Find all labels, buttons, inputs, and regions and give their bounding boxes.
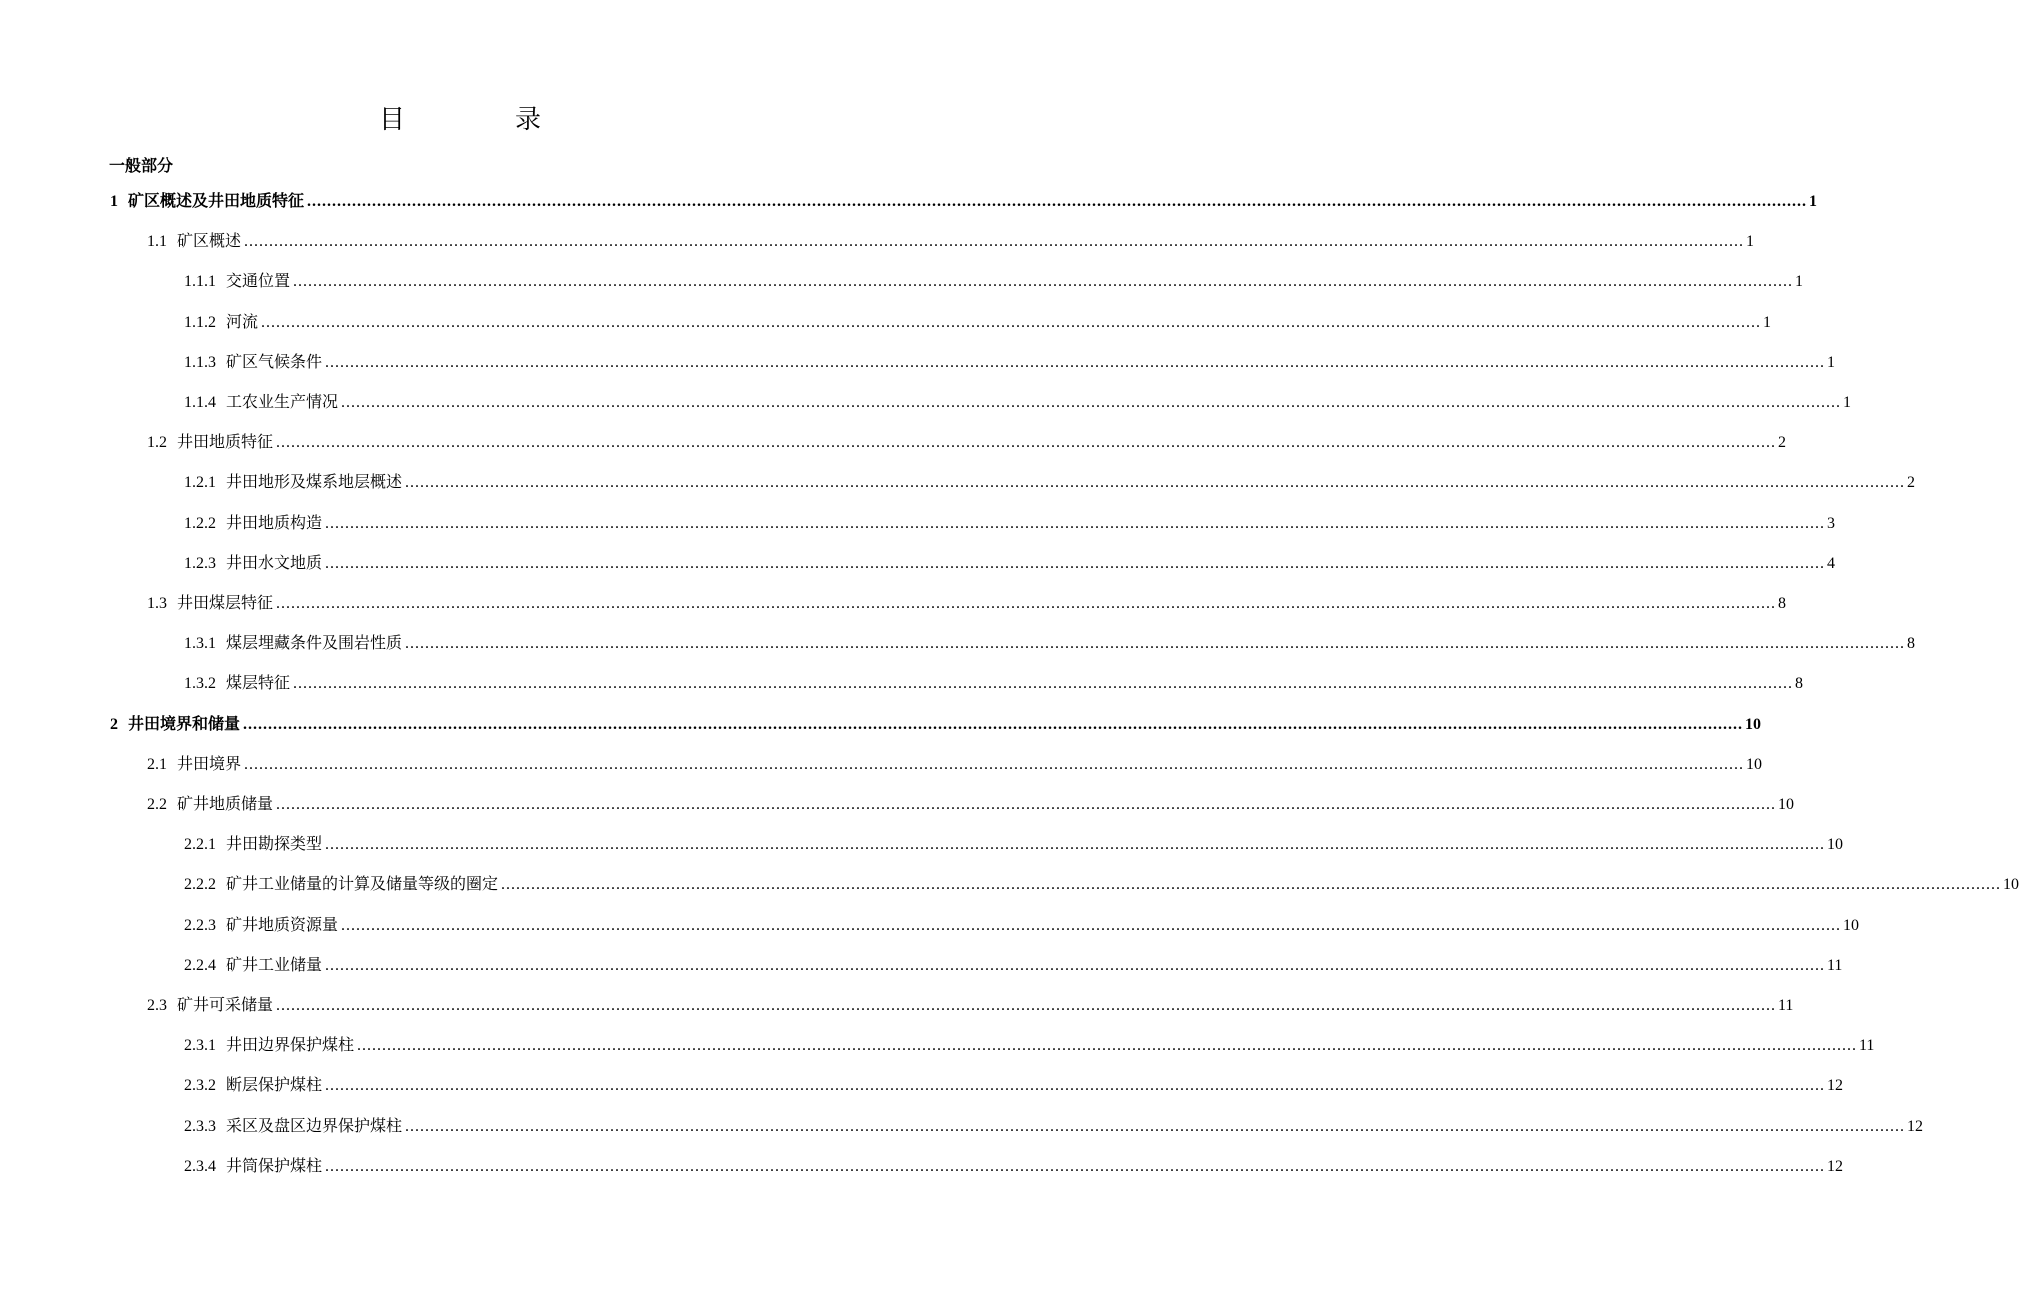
toc-entry-page-number: 1 [1763, 313, 1772, 331]
toc-entry[interactable] [184, 672, 1804, 696]
toc-entry-number: 1.1.2 [184, 313, 216, 331]
toc-entry[interactable] [184, 351, 1836, 375]
toc-entry-page-number: 8 [1907, 635, 1916, 653]
toc-entry-title: 井田地质特征 [177, 434, 274, 452]
toc-entry-page-number: 1 [1795, 273, 1804, 291]
toc-entry-page-number: 11 [1778, 997, 1794, 1014]
toc-entry-title: 井筒保护煤柱 [226, 1157, 323, 1175]
toc-dot-leader: ............................................................................................................................................................................................................................................................................................................ [244, 233, 1745, 251]
toc-entry-page-number: 12 [1827, 1157, 1844, 1175]
toc-dot-leader: ............................................................................................................................................................................................................................................................................................................ [261, 313, 1762, 331]
toc-entry-title: 矿区概述及井田地质特征 [128, 193, 305, 210]
toc-entry-number: 1.2.2 [184, 514, 216, 532]
toc-entry-number: 1.2.1 [184, 474, 216, 492]
toc-entry-page-number: 3 [1827, 514, 1836, 532]
toc-entry-title: 矿区气候条件 [226, 353, 323, 371]
toc-entry-page-number: 12 [1907, 1117, 1924, 1135]
toc-section-heading: 一般部分 [109, 158, 174, 175]
toc-entry-title: 煤层特征 [226, 675, 291, 693]
toc-entry[interactable] [184, 311, 1772, 335]
toc-entry-title: 河流 [226, 313, 259, 331]
toc-entry-number: 1.2.3 [184, 554, 216, 572]
toc-entry-number: 2.3 [147, 997, 167, 1014]
toc-entry-number: 2.3.4 [184, 1157, 216, 1175]
toc-entry-title: 井田边界保护煤柱 [226, 1037, 355, 1055]
toc-entry-page-number: 10 [1746, 755, 1763, 773]
toc-entry-number: 2.2.2 [184, 876, 216, 894]
toc-dot-leader: ............................................................................................................................................................................................................................................................................................................ [501, 876, 2002, 894]
toc-dot-leader: ............................................................................................................................................................................................................................................................................................................ [307, 193, 1808, 210]
toc-entry[interactable] [147, 994, 1794, 1018]
toc-dot-leader: ............................................................................................................................................................................................................................................................................................................ [325, 956, 1826, 974]
toc-dot-leader: ............................................................................................................................................................................................................................................................................................................ [244, 755, 1745, 773]
toc-dot-leader: ............................................................................................................................................................................................................................................................................................................ [325, 554, 1826, 572]
toc-entry[interactable] [184, 1155, 1844, 1179]
toc-entry-page-number: 1 [1827, 353, 1836, 371]
toc-entry-title: 矿区概述 [177, 233, 242, 251]
toc-entry[interactable] [184, 512, 1836, 536]
toc-entry-title: 井田勘探类型 [226, 836, 323, 854]
toc-dot-leader: ............................................................................................................................................................................................................................................................................................................ [325, 1077, 1826, 1095]
toc-entry-page-number: 4 [1827, 554, 1836, 572]
toc-entry[interactable] [147, 793, 1795, 817]
toc-entry-title: 矿井可采储量 [177, 997, 274, 1014]
toc-entry-number: 1.3.1 [184, 635, 216, 653]
toc-entry-number: 1.3.2 [184, 675, 216, 693]
toc-dot-leader: ............................................................................................................................................................................................................................................................................................................ [325, 514, 1826, 532]
toc-entry[interactable] [184, 833, 1844, 857]
toc-entry[interactable] [184, 391, 1852, 415]
toc-entry[interactable] [184, 954, 1843, 978]
toc-entry-number: 1.1.1 [184, 273, 216, 291]
toc-entry-page-number: 8 [1778, 595, 1787, 612]
toc-entry-page-number: 1 [1843, 394, 1852, 411]
toc-entry[interactable] [147, 592, 1787, 616]
toc-entry-page-number: 11 [1859, 1037, 1875, 1055]
toc-entry-number: 1.2 [147, 434, 167, 452]
toc-entry[interactable] [184, 873, 2019, 897]
toc-entry-number: 2 [110, 715, 118, 733]
toc-entry[interactable] [184, 471, 1916, 495]
toc-entry-title: 矿井工业储量 [226, 956, 323, 974]
toc-dot-leader: ............................................................................................................................................................................................................................................................................................................ [276, 595, 1777, 612]
toc-entry-page-number: 10 [1778, 796, 1795, 813]
toc-entry-page-number: 10 [2003, 876, 2019, 894]
toc-entry-number: 2.3.3 [184, 1117, 216, 1135]
toc-entry-title: 井田水文地质 [226, 554, 323, 572]
toc-entry-title: 采区及盘区边界保护煤柱 [226, 1117, 403, 1135]
toc-dot-leader: ............................................................................................................................................................................................................................................................................................................ [405, 1117, 1906, 1135]
toc-entry-page-number: 1 [1809, 193, 1818, 210]
toc-entry-number: 2.2 [147, 796, 167, 813]
toc-entry-number: 1.1 [147, 233, 167, 251]
toc-entry-number: 2.3.1 [184, 1037, 216, 1055]
toc-entry-number: 1 [110, 193, 118, 210]
toc-entry-title: 井田境界和储量 [128, 715, 241, 733]
toc-entry-title: 矿井工业储量的计算及储量等级的圈定 [226, 876, 499, 894]
toc-dot-leader: ............................................................................................................................................................................................................................................................................................................ [293, 273, 1794, 291]
toc-entry[interactable] [184, 632, 1916, 656]
toc-dot-leader: ............................................................................................................................................................................................................................................................................................................ [325, 353, 1826, 371]
toc-entry[interactable] [184, 552, 1836, 576]
toc-entry-number: 1.3 [147, 595, 167, 612]
toc-entry-title: 矿井地质储量 [177, 796, 274, 813]
toc-entry-page-number: 2 [1778, 434, 1787, 452]
toc-dot-leader: ............................................................................................................................................................................................................................................................................................................ [341, 916, 1842, 934]
toc-entry-page-number: 10 [1827, 836, 1844, 854]
toc-entry[interactable] [147, 230, 1755, 254]
toc-entry-page-number: 11 [1827, 956, 1843, 974]
toc-dot-leader: ............................................................................................................................................................................................................................................................................................................ [357, 1037, 1858, 1055]
toc-entry-number: 2.2.3 [184, 916, 216, 934]
toc-entry-page-number: 8 [1795, 675, 1804, 693]
toc-dot-leader: ............................................................................................................................................................................................................................................................................................................ [405, 474, 1906, 492]
toc-entry-title: 煤层埋藏条件及围岩性质 [226, 635, 403, 653]
toc-dot-leader: ............................................................................................................................................................................................................................................................................................................ [276, 796, 1777, 813]
toc-entry-page-number: 10 [1843, 916, 1860, 934]
toc-entry-page-number: 1 [1746, 233, 1755, 251]
toc-entry-title: 井田地形及煤系地层概述 [226, 474, 403, 492]
toc-entry-number: 2.2.1 [184, 836, 216, 854]
toc-dot-leader: ............................................................................................................................................................................................................................................................................................................ [325, 836, 1826, 854]
toc-entry-page-number: 12 [1827, 1077, 1844, 1095]
toc-entry[interactable] [184, 270, 1804, 294]
toc-entry[interactable] [147, 431, 1787, 455]
toc-entry-number: 2.2.4 [184, 956, 216, 974]
toc-entry-number: 1.1.4 [184, 394, 216, 411]
toc-entry-title: 井田煤层特征 [177, 595, 274, 612]
toc-entry-title: 井田地质构造 [226, 514, 323, 532]
toc-dot-leader: ............................................................................................................................................................................................................................................................................................................ [341, 394, 1842, 411]
toc-entry-title: 交通位置 [226, 273, 291, 291]
toc-entry-number: 1.1.3 [184, 353, 216, 371]
toc-entry-page-number: 10 [1745, 715, 1762, 733]
toc-entry[interactable] [184, 1074, 1844, 1098]
toc-entry-title: 矿井地质资源量 [226, 916, 339, 934]
toc-dot-leader: ............................................................................................................................................................................................................................................................................................................ [325, 1157, 1826, 1175]
toc-entry-title: 井田境界 [177, 755, 242, 773]
toc-entry[interactable] [184, 1034, 1875, 1058]
toc-dot-leader: ............................................................................................................................................................................................................................................................................................................ [293, 675, 1794, 693]
toc-entry-page-number: 2 [1907, 474, 1916, 492]
toc-title: 目 录 [378, 105, 583, 134]
toc-entry[interactable] [147, 753, 1763, 777]
toc-dot-leader: ............................................................................................................................................................................................................................................................................................................ [405, 635, 1906, 653]
toc-entry[interactable] [184, 914, 1860, 938]
toc-entry[interactable] [184, 1115, 1924, 1139]
toc-entry-number: 2.1 [147, 755, 167, 773]
toc-entry-title: 断层保护煤柱 [226, 1077, 323, 1095]
toc-dot-leader: ............................................................................................................................................................................................................................................................................................................ [276, 434, 1777, 452]
toc-dot-leader: ............................................................................................................................................................................................................................................................................................................ [243, 715, 1744, 733]
toc-entry[interactable] [110, 713, 1762, 737]
toc-entry-number: 2.3.2 [184, 1077, 216, 1095]
toc-dot-leader: ............................................................................................................................................................................................................................................................................................................ [276, 997, 1777, 1014]
toc-entry[interactable] [110, 190, 1818, 214]
toc-entry-title: 工农业生产情况 [226, 394, 339, 411]
